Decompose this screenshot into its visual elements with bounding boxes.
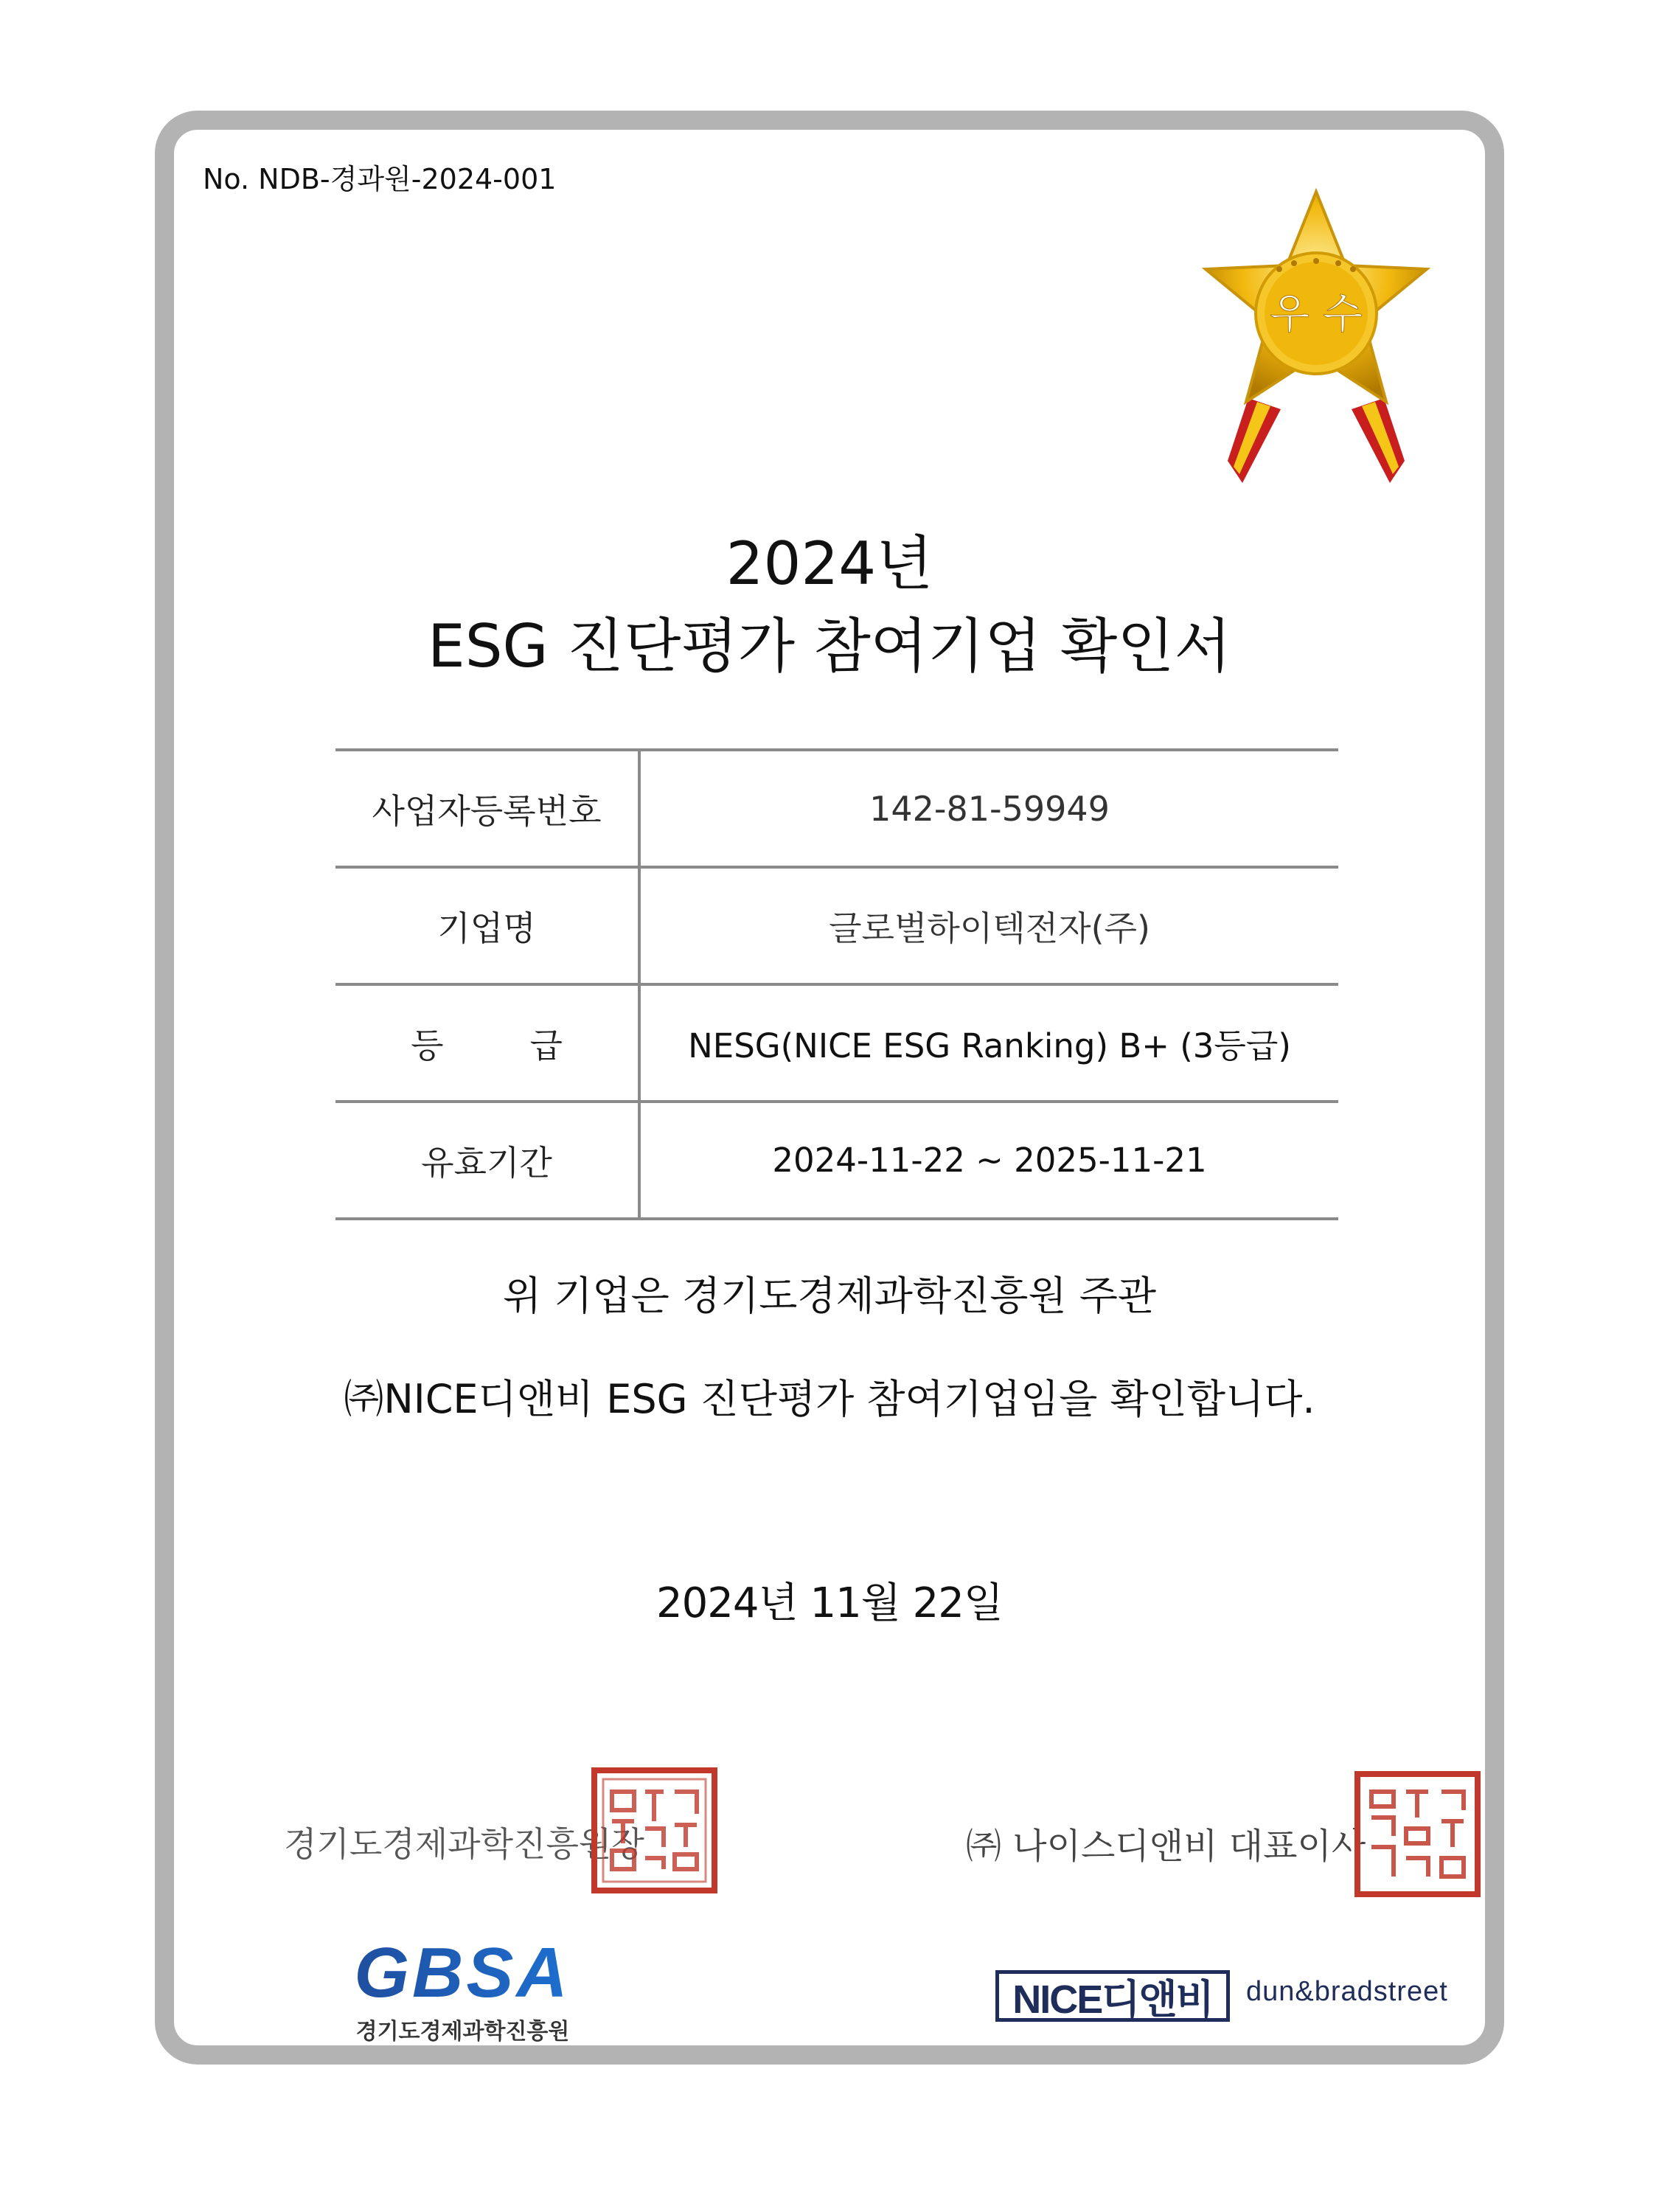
row-value-grade: NESG(NICE ESG Ranking) B+ (3등급) (639, 984, 1338, 1102)
table-row (335, 750, 1338, 867)
row-label-grade: 등 급 (335, 984, 639, 1102)
body-line-2: ㈜NICE디앤비 ESG 진단평가 참여기업임을 확인합니다. (344, 1376, 1315, 1422)
award-medal-icon (1198, 188, 1434, 498)
row-value-validity: 2024-11-22 ~ 2025-11-21 (639, 1102, 1338, 1219)
official-seal-left-icon (590, 1766, 719, 1895)
table-row (335, 1102, 1338, 1219)
row-value-company-name: 글로벌하이텍전자(주) (639, 867, 1338, 984)
signature-left: 경기도경제과학진흥원장 (284, 1824, 644, 1864)
document-number: No. NDB-경과원-2024-001 (203, 163, 557, 195)
row-label-business-number: 사업자등록번호 (335, 750, 639, 867)
body-line-1: 위 기업은 경기도경제과학진흥원 주관 (502, 1273, 1157, 1319)
info-table (335, 748, 1338, 1220)
dun-bradstreet-logo: dun&bradstreet (1246, 1976, 1448, 2007)
gbsa-logo (335, 1939, 590, 2006)
gbsa-caption: 경기도경제과학진흥원 (355, 2019, 570, 2045)
signature-right: ㈜ 나이스디앤비 대표이사 (966, 1826, 1366, 1867)
table-row (335, 867, 1338, 984)
table-row (335, 984, 1338, 1102)
badge-label: 우 수 (1270, 291, 1363, 338)
row-label-validity: 유효기간 (335, 1102, 639, 1219)
issue-date: 2024년 11월 22일 (656, 1579, 1003, 1627)
title-year: 2024년 (726, 529, 933, 598)
row-value-business-number: 142-81-59949 (639, 750, 1338, 867)
page-title: ESG 진단평가 참여기업 확인서 (428, 612, 1231, 681)
svg-text:GBSA: GBSA (354, 1939, 571, 2006)
row-label-company-name: 기업명 (335, 867, 639, 984)
official-seal-right-icon (1353, 1770, 1482, 1899)
nice-dnb-logo: NICE디앤비 (995, 1970, 1230, 2022)
